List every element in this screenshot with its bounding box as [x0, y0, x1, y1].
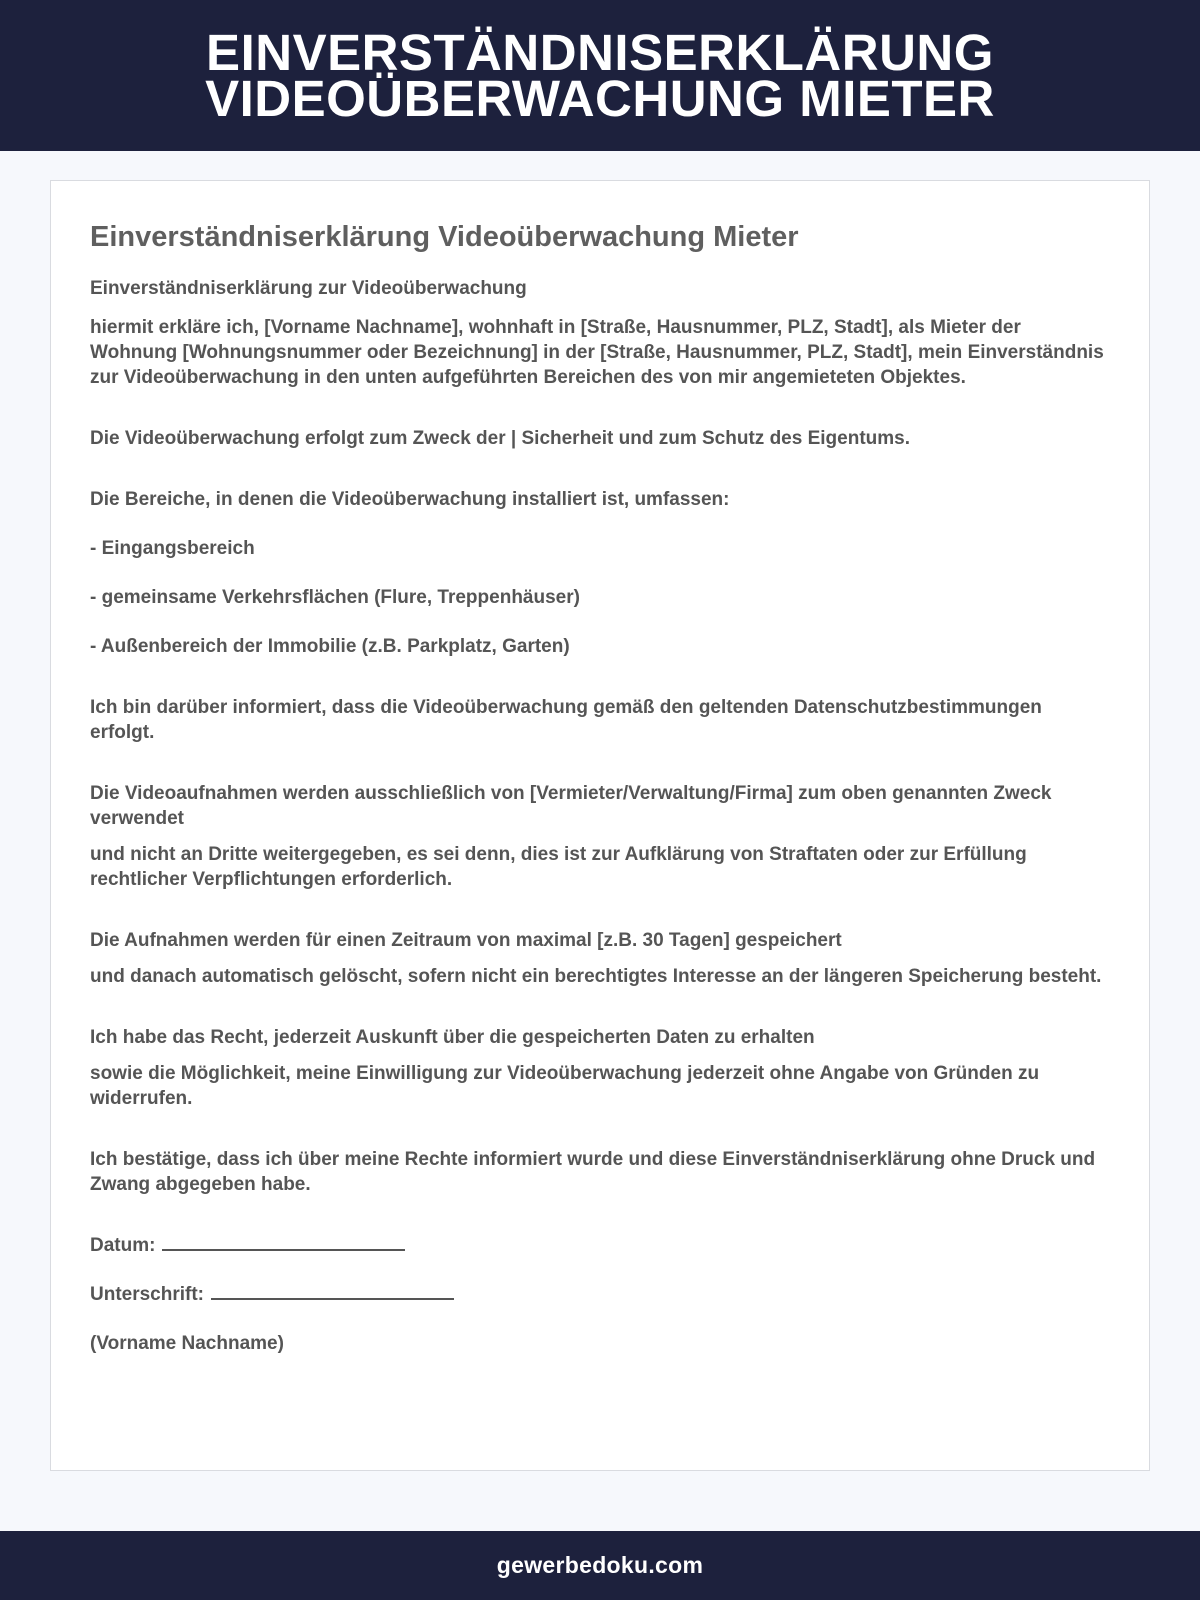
page-footer — [0, 1531, 1200, 1600]
date-label: Datum: — [90, 1235, 156, 1256]
storage-paragraph-2: und danach automatisch gelöscht, sofern nicht ein berechtigtes Interesse an der längeren Speicherung besteht. — [90, 966, 1102, 987]
signature-label: Unterschrift: — [90, 1284, 205, 1305]
page-header — [0, 0, 1200, 151]
document-card — [50, 180, 1150, 1471]
areas-intro: Die Bereiche, in denen die Videoüberwachung installiert ist, umfassen: — [90, 489, 730, 510]
signature-field-row — [90, 1282, 1109, 1307]
rights-paragraph-1: Ich habe das Recht, jederzeit Auskunft über die gespeicherten Daten zu erhalten — [90, 1027, 815, 1048]
storage-paragraph-1: Die Aufnahmen werden für einen Zeitraum von maximal [z.B. 30 Tagen] gespeichert — [90, 930, 842, 951]
signature-blank-line[interactable] — [211, 1282, 454, 1300]
rights-paragraph-2: sowie die Möglichkeit, meine Einwilligung zur Videoüberwachung jederzeit ohne Angabe von Gründen zu widerrufen. — [90, 1063, 1040, 1109]
header-title-line-2: VIDEOÜBERWACHUNG MIETER — [205, 69, 995, 127]
header-title-line-1: EINVERSTÄNDNISERKLÄRUNG — [206, 23, 994, 81]
usage-paragraph-1: Die Videoaufnahmen werden ausschließlich von [Vermieter/Verwaltung/Firma] zum oben genannten Zweck verwendet — [90, 783, 1052, 829]
area-list-item: - Außenbereich der Immobilie (z.B. Parkplatz, Garten) — [90, 636, 570, 657]
date-blank-line[interactable] — [162, 1233, 405, 1251]
usage-paragraph-2: und nicht an Dritte weitergegeben, es sei denn, dies ist zur Aufklärung von Straftaten oder zur Erfüllung rechtlicher Verpflichtungen erforderlich. — [90, 844, 1027, 890]
confirmation-paragraph: Ich bestätige, dass ich über meine Rechte informiert wurde und diese Einverständniserklärung ohne Druck und Zwang abgegeben habe. — [90, 1149, 1096, 1195]
privacy-paragraph: Ich bin darüber informiert, dass die Videoüberwachung gemäß den geltenden Datenschutzbestimmungen erfolgt. — [90, 697, 1042, 743]
purpose-paragraph: Die Videoüberwachung erfolgt zum Zweck der | Sicherheit und zum Schutz des Eigentums. — [90, 428, 910, 449]
date-field-row — [90, 1233, 1109, 1258]
area-list-item: - Eingangsbereich — [90, 538, 255, 559]
name-placeholder: (Vorname Nachname) — [90, 1333, 284, 1354]
document-subtitle: Einverständniserklärung zur Videoüberwachung — [90, 278, 527, 299]
document-title: Einverständniserklärung Videoüberwachung Mieter — [90, 221, 799, 253]
footer-site-link[interactable]: gewerbedoku.com — [496, 1552, 704, 1578]
intro-paragraph: hiermit erkläre ich, [Vorname Nachname], wohnhaft in [Straße, Hausnummer, PLZ, Stadt], als Mieter der Wohnung [Wohnungsnummer oder Bezeichnung] in der [Straße, Hausnummer, PLZ, Stadt], mein Einverständnis zur Videoüberwachung in den unten aufgeführten Bereichen des von mir angemieteten Objektes. — [90, 317, 1104, 388]
area-list-item: - gemeinsame Verkehrsflächen (Flure, Treppenhäuser) — [90, 587, 580, 608]
